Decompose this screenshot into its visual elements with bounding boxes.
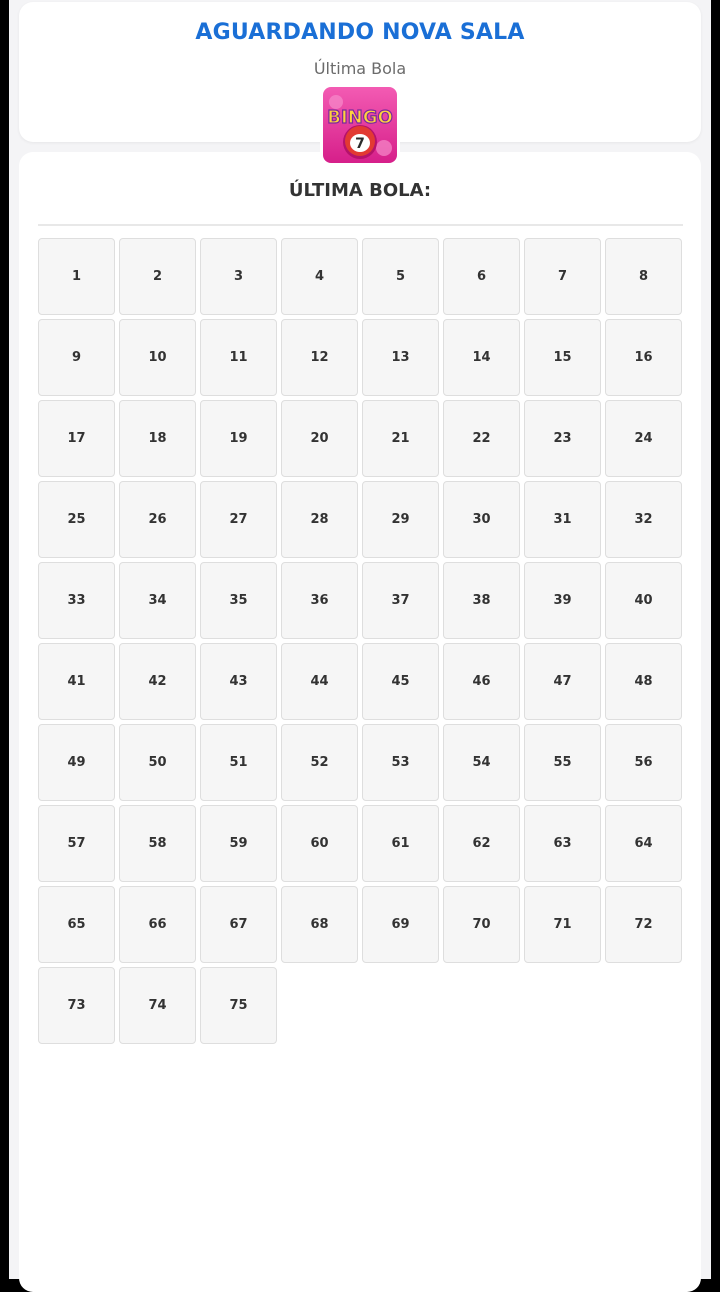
board-divider [38,224,683,226]
number-cell: 48 [605,643,682,720]
logo-bingo-text: BINGO [327,107,393,128]
number-cell: 72 [605,886,682,963]
number-cell: 8 [605,238,682,315]
logo-ball-number: 7 [355,136,365,152]
number-cell: 36 [281,562,358,639]
board-title: ÚLTIMA BOLA: [288,180,432,201]
number-cell: 47 [524,643,601,720]
number-grid [38,238,684,1044]
number-cell: 60 [281,805,358,882]
number-cell: 71 [524,886,601,963]
number-cell: 34 [119,562,196,639]
number-cell: 43 [200,643,277,720]
number-cell: 67 [200,886,277,963]
number-cell: 39 [524,562,601,639]
number-cell: 70 [443,886,520,963]
number-cell: 68 [281,886,358,963]
number-cell: 73 [38,967,115,1044]
number-cell: 9 [38,319,115,396]
number-cell: 51 [200,724,277,801]
number-cell: 22 [443,400,520,477]
number-cell: 20 [281,400,358,477]
number-cell: 40 [605,562,682,639]
number-cell: 31 [524,481,601,558]
number-cell: 53 [362,724,439,801]
number-cell: 26 [119,481,196,558]
number-cell: 10 [119,319,196,396]
number-cell: 58 [119,805,196,882]
number-cell: 2 [119,238,196,315]
number-cell: 44 [281,643,358,720]
number-cell: 41 [38,643,115,720]
room-status-title: AGUARDANDO NOVA SALA [195,20,525,45]
number-cell: 14 [443,319,520,396]
number-cell: 61 [362,805,439,882]
number-cell: 30 [443,481,520,558]
number-cell: 37 [362,562,439,639]
number-cell: 12 [281,319,358,396]
number-cell: 7 [524,238,601,315]
number-cell: 1 [38,238,115,315]
number-cell: 6 [443,238,520,315]
number-cell: 18 [119,400,196,477]
number-cell: 28 [281,481,358,558]
number-cell: 63 [524,805,601,882]
number-cell: 52 [281,724,358,801]
number-cell: 56 [605,724,682,801]
number-cell: 16 [605,319,682,396]
number-cell: 59 [200,805,277,882]
number-cell: 74 [119,967,196,1044]
number-cell: 32 [605,481,682,558]
number-cell: 24 [605,400,682,477]
number-cell: 27 [200,481,277,558]
number-cell: 5 [362,238,439,315]
number-cell: 3 [200,238,277,315]
app-screen [9,0,711,1279]
number-cell: 15 [524,319,601,396]
number-cell: 38 [443,562,520,639]
bingo-board-card [19,152,701,1292]
number-cell: 69 [362,886,439,963]
number-cell: 4 [281,238,358,315]
number-cell: 35 [200,562,277,639]
number-cell: 55 [524,724,601,801]
number-cell: 29 [362,481,439,558]
number-cell: 13 [362,319,439,396]
number-cell: 46 [443,643,520,720]
number-cell: 21 [362,400,439,477]
number-cell: 17 [38,400,115,477]
number-cell: 42 [119,643,196,720]
number-cell: 49 [38,724,115,801]
number-cell: 33 [38,562,115,639]
number-cell: 54 [443,724,520,801]
number-cell: 57 [38,805,115,882]
number-cell: 62 [443,805,520,882]
number-cell: 11 [200,319,277,396]
number-cell: 45 [362,643,439,720]
last-ball-caption: Última Bola [313,59,407,78]
number-cell: 64 [605,805,682,882]
number-cell: 66 [119,886,196,963]
bingo-ball-logo-icon [318,82,402,168]
number-cell: 23 [524,400,601,477]
number-cell: 50 [119,724,196,801]
number-cell: 25 [38,481,115,558]
number-cell: 75 [200,967,277,1044]
number-cell: 65 [38,886,115,963]
number-cell: 19 [200,400,277,477]
